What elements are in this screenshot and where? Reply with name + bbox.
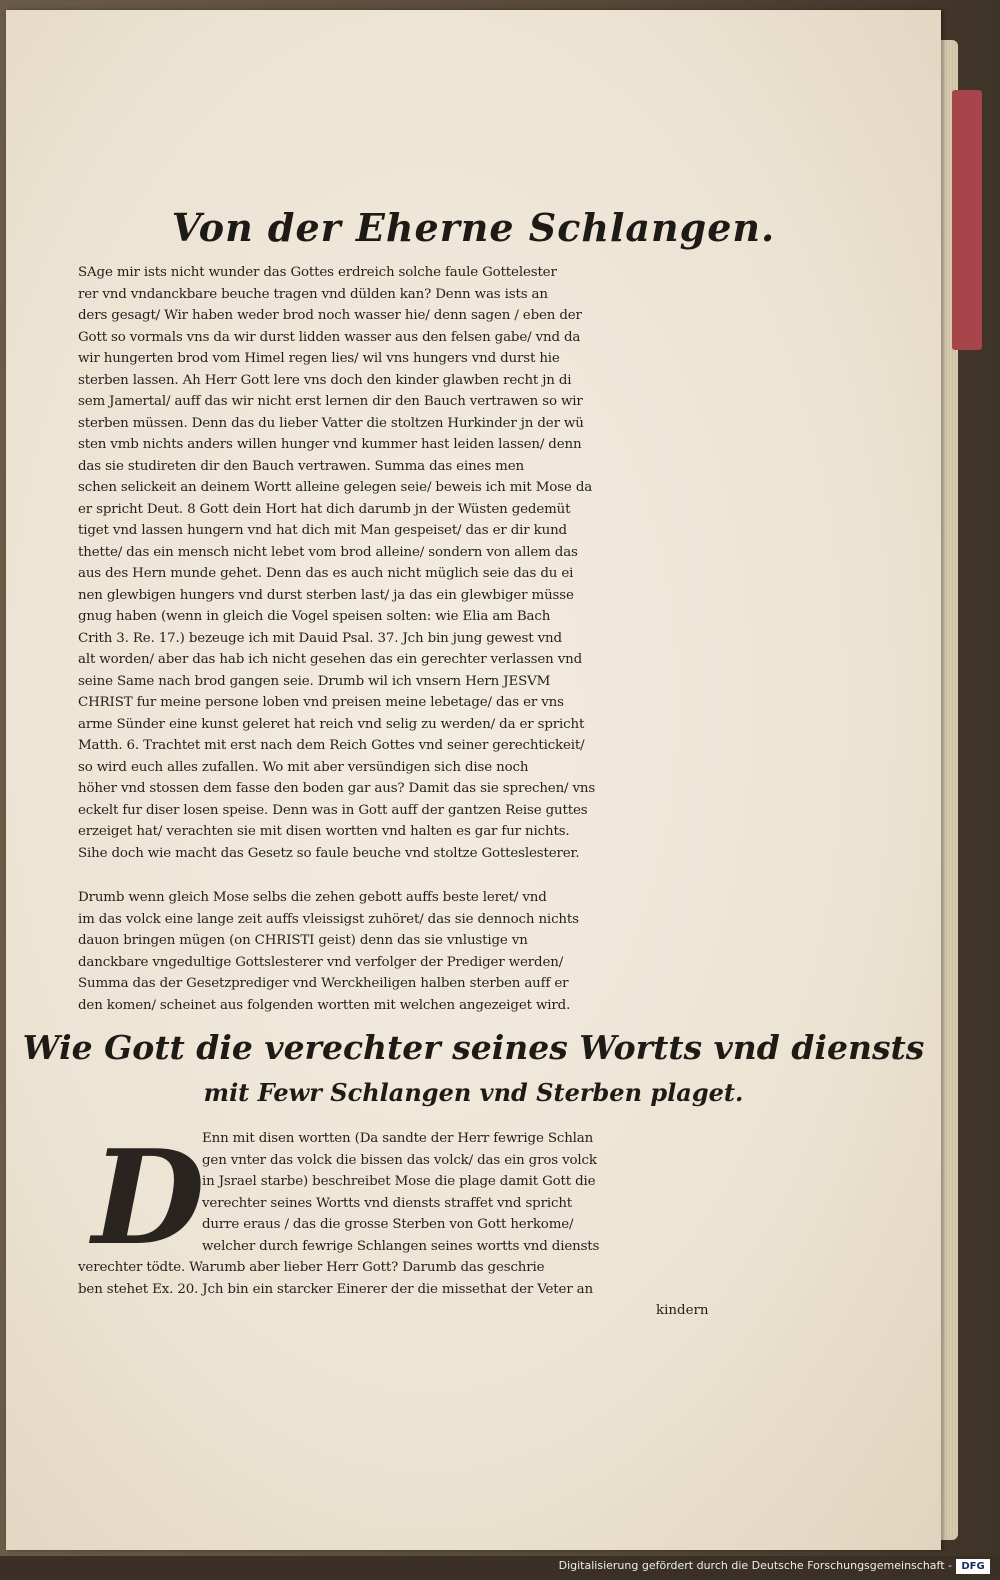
text-line: aus des Hern munde gehet. Denn das es auch nicht müglich seie das du ei bbox=[78, 566, 574, 581]
text-line: danckbare vngedultige Gottslesterer vnd verfolger der Prediger werden/ bbox=[78, 954, 564, 970]
section-heading-2-line-1: Wie Gott die verechter seines Wortts vnd diensts bbox=[22, 1028, 925, 1067]
text-line: Sihe doch wie macht das Gesetz so faule beuche vnd stoltze Gotteslesterer. bbox=[78, 845, 580, 861]
text-line: gen vnter das volck die bissen das volck/ das ein gros volck bbox=[202, 1152, 597, 1168]
text-line: SAge mir ists nicht wunder das Gottes erdreich solche faule Gottelester bbox=[78, 265, 557, 280]
text-line: arme Sünder eine kunst geleret hat reich vnd selig zu werden/ da er spricht bbox=[78, 716, 585, 732]
paragraph-3 bbox=[78, 1121, 718, 1300]
text-line: in Jsrael starbe) beschreibet Mose die plage damit Gott die bbox=[202, 1174, 596, 1189]
drop-cap: D bbox=[92, 1121, 205, 1274]
text-line: sem Jamertal/ auff das wir nicht erst lernen dir den Bauch vertrawen so wir bbox=[78, 394, 583, 409]
text-line: seine Same nach brod gangen seie. Drumb wil ich vnsern Hern JESVM bbox=[78, 673, 551, 689]
text-line: Summa das der Gesetzprediger vnd Werckheiligen halben sterben auff er bbox=[78, 976, 569, 991]
paragraph-1 bbox=[78, 262, 718, 864]
text-line: durre eraus / das die grosse Sterben von Gott herkome/ bbox=[202, 1217, 574, 1232]
text-line: schen selickeit an deinem Wortt alleine gelegen seie/ beweis ich mit Mose da bbox=[78, 480, 593, 495]
text-line: eckelt fur diser losen speise. Denn was in Gott auff der gantzen Reise guttes bbox=[78, 802, 588, 818]
text-line: so wird euch alles zufallen. Wo mit aber versündigen sich dise noch bbox=[78, 759, 529, 775]
text-line: CHRIST fur meine persone loben vnd preisen meine lebetage/ das er vns bbox=[78, 695, 564, 710]
text-line: im das volck eine lange zeit auffs vleissigst zuhöret/ das sie dennoch nichts bbox=[78, 911, 579, 927]
text-line: rer vnd vndanckbare beuche tragen vnd dülden kan? Denn was ists an bbox=[78, 286, 548, 302]
text-line: nen glewbigen hungers vnd durst sterben last/ ja das ein glewbiger müsse bbox=[78, 587, 574, 603]
section-heading-2-line-2: mit Fewr Schlangen vnd Sterben plaget. bbox=[203, 1078, 744, 1107]
text-line: wir hungerten brod vom Himel regen lies/ wil vns hungers vnd durst hie bbox=[78, 351, 560, 366]
text-line: sterben lassen. Ah Herr Gott lere vns doch den kinder glawben recht jn di bbox=[78, 372, 572, 388]
text-line: gnug haben (wenn in gleich die Vogel speisen solten: wie Elia am Bach bbox=[78, 609, 551, 624]
text-line: Matth. 6. Trachtet mit erst nach dem Reich Gottes vnd seiner gerechtickeit/ bbox=[78, 738, 585, 753]
section-heading: Von der Eherne Schlangen. bbox=[171, 205, 776, 250]
text-line: höher vnd stossen dem fasse den boden gar aus? Damit das sie sprechen/ vns bbox=[78, 781, 596, 796]
text-line: erzeiget hat/ verachten sie mit disen wortten vnd halten es gar fur nichts. bbox=[78, 824, 570, 839]
catchword: kindern bbox=[656, 1303, 709, 1318]
binding-ribbon bbox=[952, 90, 982, 350]
text-line: den komen/ scheinet aus folgenden wortten mit welchen angezeiget wird. bbox=[78, 997, 571, 1013]
text-line: verechter tödte. Warumb aber lieber Herr Gott? Darumb das geschrie bbox=[78, 1260, 545, 1275]
text-line: thette/ das ein mensch nicht lebet vom brod alleine/ sondern von allem das bbox=[78, 544, 578, 560]
text-line: das sie studireten dir den Bauch vertrawen. Summa das eines men bbox=[78, 458, 524, 474]
text-line: dauon bringen mügen (on CHRISTI geist) denn das sie vnlustige vn bbox=[78, 933, 528, 948]
text-line: tiget vnd lassen hungern vnd hat dich mit Man gespeiset/ das er dir kund bbox=[78, 523, 567, 538]
text-line: Enn mit disen wortten (Da sandte der Herr fewrige Schlan bbox=[202, 1131, 594, 1146]
text-line: alt worden/ aber das hab ich nicht gesehen das ein gerechter verlassen vnd bbox=[78, 652, 583, 667]
footer-credit: Digitalisierung gefördert durch die Deutsche Forschungsgemeinschaft - bbox=[558, 1559, 952, 1572]
paragraph-2 bbox=[78, 887, 718, 1016]
dfg-logo: DFG bbox=[956, 1559, 990, 1574]
book-page bbox=[6, 10, 941, 1550]
text-line: sterben müssen. Denn das du lieber Vatter die stoltzen Hurkinder jn der wü bbox=[78, 415, 584, 431]
text-line: verechter seines Wortts vnd diensts straffet vnd spricht bbox=[202, 1195, 573, 1211]
text-line: ben stehet Ex. 20. Jch bin ein starcker Einerer der die missethat der Veter an bbox=[78, 1281, 593, 1297]
text-line: welcher durch fewrige Schlangen seines wortts vnd diensts bbox=[202, 1238, 600, 1254]
text-line: sten vmb nichts anders willen hunger vnd kummer hast leiden lassen/ denn bbox=[78, 437, 582, 452]
text-line: ders gesagt/ Wir haben weder brod noch wasser hie/ denn sagen / eben der bbox=[78, 308, 582, 323]
text-line: Drumb wenn gleich Mose selbs die zehen gebott auffs beste leret/ vnd bbox=[78, 890, 547, 905]
text-line: er spricht Deut. 8 Gott dein Hort hat dich darumb jn der Wüsten gedemüt bbox=[78, 501, 571, 517]
text-line: Crith 3. Re. 17.) bezeuge ich mit Dauid Psal. 37. Jch bin jung gewest vnd bbox=[78, 630, 562, 646]
text-line: Gott so vormals vns da wir durst lidden wasser aus den felsen gabe/ vnd da bbox=[78, 329, 581, 345]
